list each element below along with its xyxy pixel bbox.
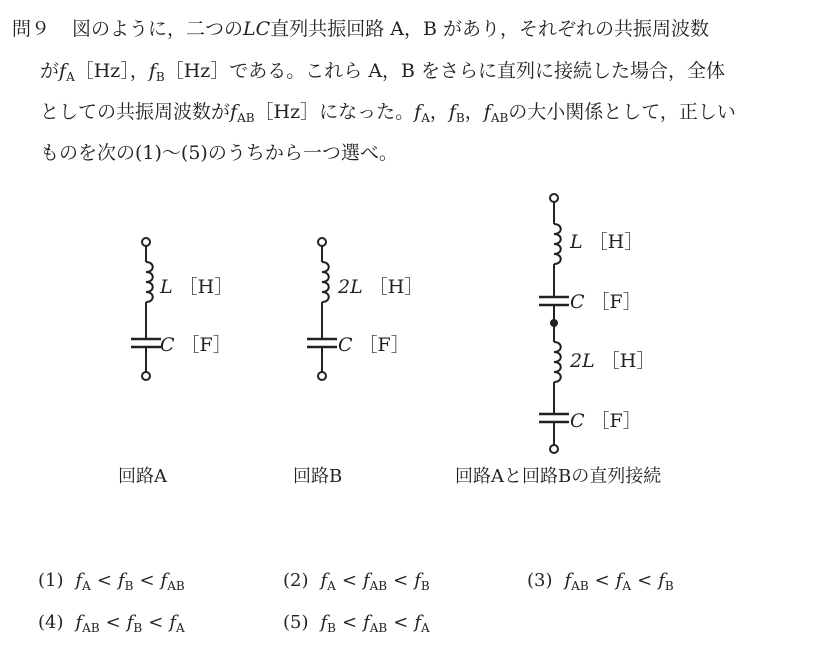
question-text: 図のように，二つの bbox=[72, 18, 244, 40]
frequency-subscript: B bbox=[133, 621, 143, 635]
lc-symbol: LC bbox=[243, 18, 271, 40]
inductor-unit: ［H］ bbox=[588, 231, 644, 253]
frequency-subscript: A bbox=[421, 621, 430, 635]
inductor-symbol: 2L bbox=[570, 350, 595, 372]
question-text: 直列共振回路 A，B があり，それぞれの共振周波数 bbox=[270, 18, 709, 40]
capacitor-unit: ［F］ bbox=[590, 410, 642, 432]
circuit-b bbox=[307, 238, 337, 380]
caption-circuit-b: 回路B bbox=[293, 466, 343, 487]
caption-circuit-a: 回路A bbox=[118, 466, 167, 487]
caption-circuit-series: 回路Aと回路Bの直列接続 bbox=[455, 466, 662, 487]
f-symbol: f bbox=[483, 101, 491, 123]
circuit-ab-series bbox=[539, 194, 569, 453]
terminal-bottom bbox=[142, 372, 150, 380]
question-text: が bbox=[40, 60, 60, 82]
less-than-sign: < bbox=[342, 612, 358, 633]
choice-number: (2) bbox=[283, 570, 309, 591]
frequency-subscript: A bbox=[622, 579, 632, 593]
subscript-ab: AB bbox=[237, 111, 255, 125]
frequency-subscript: B bbox=[124, 579, 134, 593]
inductor-symbol: 2L bbox=[338, 276, 363, 298]
capacitor-unit: ［F］ bbox=[590, 291, 642, 313]
inductor-label bbox=[337, 276, 423, 298]
frequency-subscript: A bbox=[327, 579, 336, 593]
frequency-subscript: B bbox=[664, 579, 674, 593]
question-number: 問９ bbox=[12, 18, 51, 40]
f-symbol: f bbox=[169, 612, 177, 633]
inductor-coil bbox=[322, 262, 329, 302]
f-symbol: f bbox=[59, 60, 67, 82]
choice-4[interactable] bbox=[38, 612, 185, 633]
f-symbol: f bbox=[414, 612, 422, 633]
f-symbol: f bbox=[160, 570, 168, 591]
f-symbol: f bbox=[448, 101, 456, 123]
f-symbol: f bbox=[320, 612, 328, 633]
less-than-sign: < bbox=[637, 570, 653, 591]
question-text: ［Hz］になった。 bbox=[254, 101, 415, 123]
subscript-ab: AB bbox=[490, 111, 509, 125]
capacitor-symbol: C bbox=[570, 291, 585, 313]
f-symbol: f bbox=[126, 612, 134, 633]
capacitor-symbol: C bbox=[160, 334, 175, 356]
capacitor-unit: ［F］ bbox=[180, 334, 232, 356]
capacitor-label bbox=[160, 334, 232, 356]
less-than-sign: < bbox=[96, 570, 112, 591]
frequency-subscript: A bbox=[176, 621, 185, 635]
frequency-subscript: B bbox=[327, 621, 336, 635]
f-symbol: f bbox=[230, 101, 238, 123]
less-than-sign: < bbox=[139, 570, 155, 591]
subscript-a: A bbox=[66, 70, 75, 84]
inductor-unit: ［H］ bbox=[600, 350, 656, 372]
frequency-subscript: AB bbox=[369, 579, 388, 593]
choice-number: (5) bbox=[283, 612, 309, 633]
inductor-unit: ［H］ bbox=[178, 276, 234, 298]
f-symbol: f bbox=[320, 570, 328, 591]
frequency-subscript: A bbox=[82, 579, 91, 593]
f-symbol: f bbox=[363, 612, 370, 633]
inductor-coil bbox=[554, 342, 561, 382]
frequency-subscript: AB bbox=[82, 621, 100, 635]
terminal-bottom bbox=[318, 372, 326, 380]
inductor-label bbox=[569, 231, 643, 253]
terminal-top bbox=[550, 194, 558, 202]
choice-number: (3) bbox=[527, 570, 553, 591]
f-symbol: f bbox=[564, 570, 572, 591]
less-than-sign: < bbox=[594, 570, 610, 591]
capacitor-label bbox=[338, 334, 410, 356]
f-symbol: f bbox=[75, 570, 83, 591]
less-than-sign: < bbox=[393, 612, 409, 633]
choice-number: (4) bbox=[38, 612, 64, 633]
inductor-label bbox=[569, 350, 655, 372]
f-symbol: f bbox=[615, 570, 623, 591]
choice-1[interactable] bbox=[38, 570, 185, 591]
terminal-top bbox=[142, 238, 150, 246]
question-text: ［Hz］である。これら A，B をさらに直列に接続した場合，全体 bbox=[164, 60, 726, 82]
junction-dot bbox=[550, 319, 558, 327]
choice-2[interactable] bbox=[283, 570, 430, 591]
capacitor-label bbox=[570, 410, 642, 432]
f-symbol: f bbox=[658, 570, 665, 591]
less-than-sign: < bbox=[148, 612, 164, 633]
inductor-unit: ［H］ bbox=[368, 276, 424, 298]
f-symbol: f bbox=[414, 101, 422, 123]
question-text: ものを次の(1)～(5)のうちから一つ選べ。 bbox=[40, 142, 398, 164]
f-symbol: f bbox=[414, 570, 421, 591]
subscript-b: B bbox=[455, 111, 465, 125]
less-than-sign: < bbox=[341, 570, 357, 591]
subscript-a: A bbox=[421, 111, 430, 125]
inductor-coil bbox=[146, 262, 153, 302]
choice-5[interactable] bbox=[283, 612, 430, 633]
inductor-label bbox=[159, 276, 233, 298]
terminal-top bbox=[318, 238, 326, 246]
capacitor-symbol: C bbox=[338, 334, 353, 356]
frequency-subscript: B bbox=[420, 579, 430, 593]
question-text: ［Hz］， bbox=[74, 60, 149, 82]
frequency-subscript: AB bbox=[167, 579, 185, 593]
f-symbol: f bbox=[362, 570, 370, 591]
choice-3[interactable] bbox=[527, 570, 674, 591]
question-text: としての共振周波数が bbox=[40, 101, 231, 123]
question-text: ， bbox=[429, 101, 449, 123]
f-symbol: f bbox=[148, 60, 156, 82]
inductor-symbol: L bbox=[160, 276, 173, 298]
choice-number: (1) bbox=[38, 570, 64, 591]
f-symbol: f bbox=[75, 612, 83, 633]
question-text: ， bbox=[464, 101, 484, 123]
subscript-b: B bbox=[155, 70, 165, 84]
less-than-sign: < bbox=[105, 612, 121, 633]
question-text: の大小関係として，正しい bbox=[508, 101, 736, 123]
inductor-coil bbox=[554, 224, 561, 264]
capacitor-label bbox=[570, 291, 642, 313]
capacitor-unit: ［F］ bbox=[358, 334, 410, 356]
f-symbol: f bbox=[117, 570, 125, 591]
circuit-a bbox=[131, 238, 161, 380]
terminal-bottom bbox=[550, 445, 558, 453]
inductor-symbol: L bbox=[570, 231, 583, 253]
capacitor-symbol: C bbox=[570, 410, 585, 432]
less-than-sign: < bbox=[393, 570, 409, 591]
frequency-subscript: AB bbox=[571, 579, 589, 593]
frequency-subscript: AB bbox=[369, 621, 388, 635]
